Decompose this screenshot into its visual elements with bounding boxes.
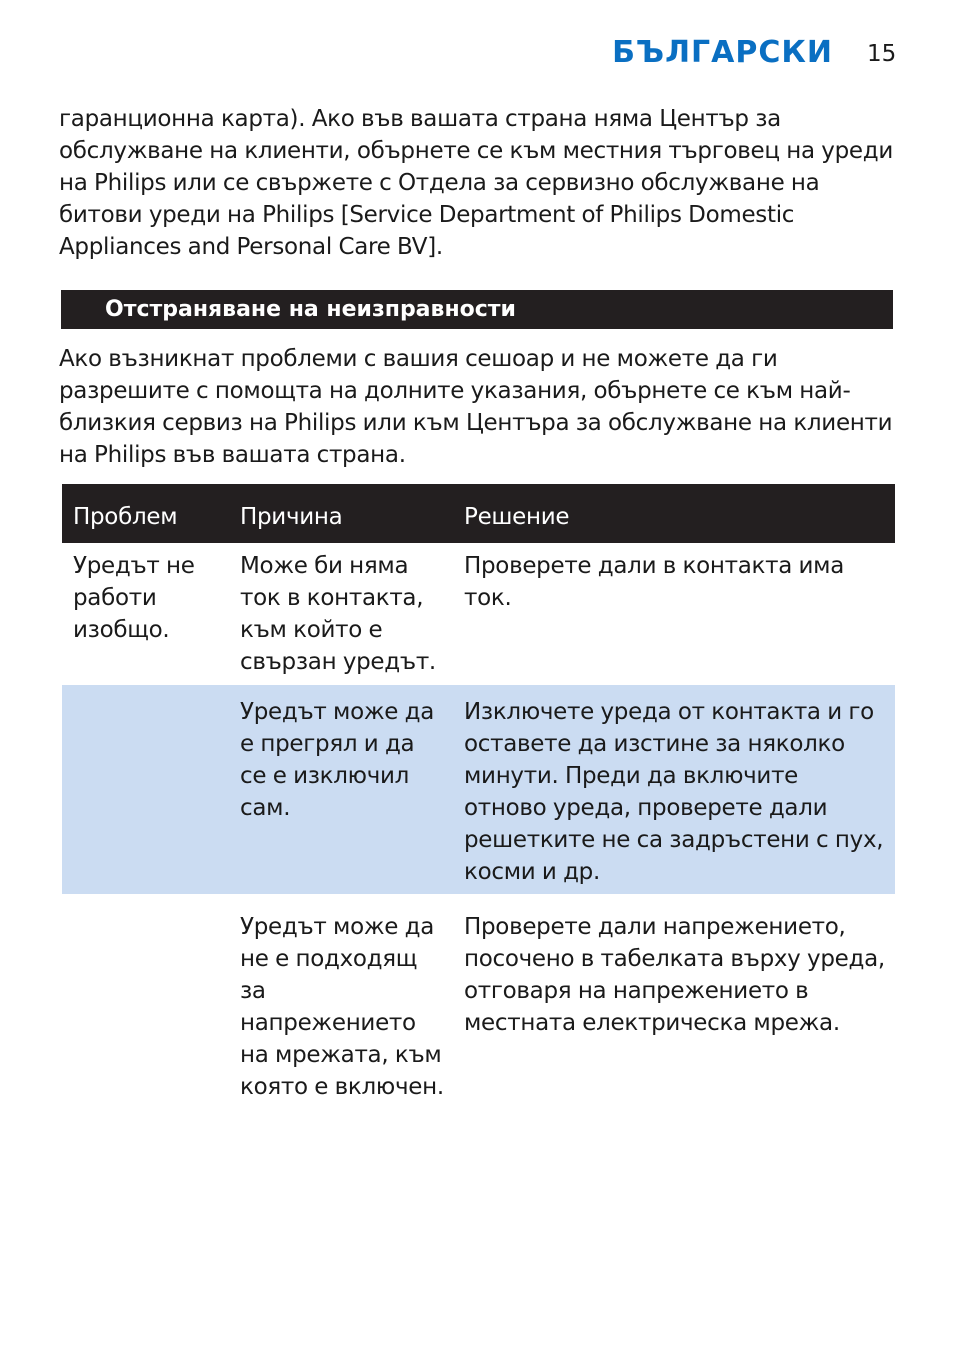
troubleshooting-table [62,484,895,1103]
cause-cell: Уредът може да е прегрял и да се е изключил сам. [240,699,435,821]
cause-cell: Може би няма ток в контакта, към който е свързан уредът. [240,553,436,675]
page-number: 15 [867,41,897,67]
table-row [62,894,895,1103]
solution-cell: Проверете дали напрежението, посочено в табелката върху уреда, отговаря на напрежението в местната електрическа мрежа. [464,914,885,1036]
column-header-problem: Проблем [73,504,178,530]
table-row [62,543,895,685]
problem-cell [62,685,229,894]
section-heading-bar [61,290,893,329]
problem-cell: Уредът не работи изобщо. [73,553,195,643]
language-header: БЪЛГАРСКИ [612,35,833,70]
table-header-row [62,484,895,543]
section-title: Отстраняване на неизправности [105,297,516,322]
column-header-cause: Причина [240,504,343,530]
cause-cell: Уредът може да не е подходящ за напрежението на мрежата, към която е включен. [240,914,444,1100]
solution-cell: Проверете дали в контакта има ток. [464,553,844,611]
troubleshooting-intro: Ако възникнат проблеми с вашия сешоар и не можете да ги разрешите с помощта на долните указания, обърнете се към най-близкия сервиз на Philips или към Центъра за обслужване на клиенти на Philips във вашата страна. [59,346,893,468]
problem-cell [62,894,229,1103]
table-row [62,685,895,894]
column-header-solution: Решение [464,504,570,530]
warranty-paragraph: гаранционна карта). Ако във вашата страна няма Център за обслужване на клиенти, обърнете се към местния търговец на уреди на Philips или се свържете с Отдела за сервизно обслужване на битови уреди на Philips [Service Department of Philips Domestic Appliances and Personal Care BV]. [59,106,893,260]
solution-cell: Изключете уреда от контакта и го оставете да изстине за няколко минути. Преди да включите отново уреда, проверете дали решетките не са задръстени с пух, косми и др. [464,699,884,885]
